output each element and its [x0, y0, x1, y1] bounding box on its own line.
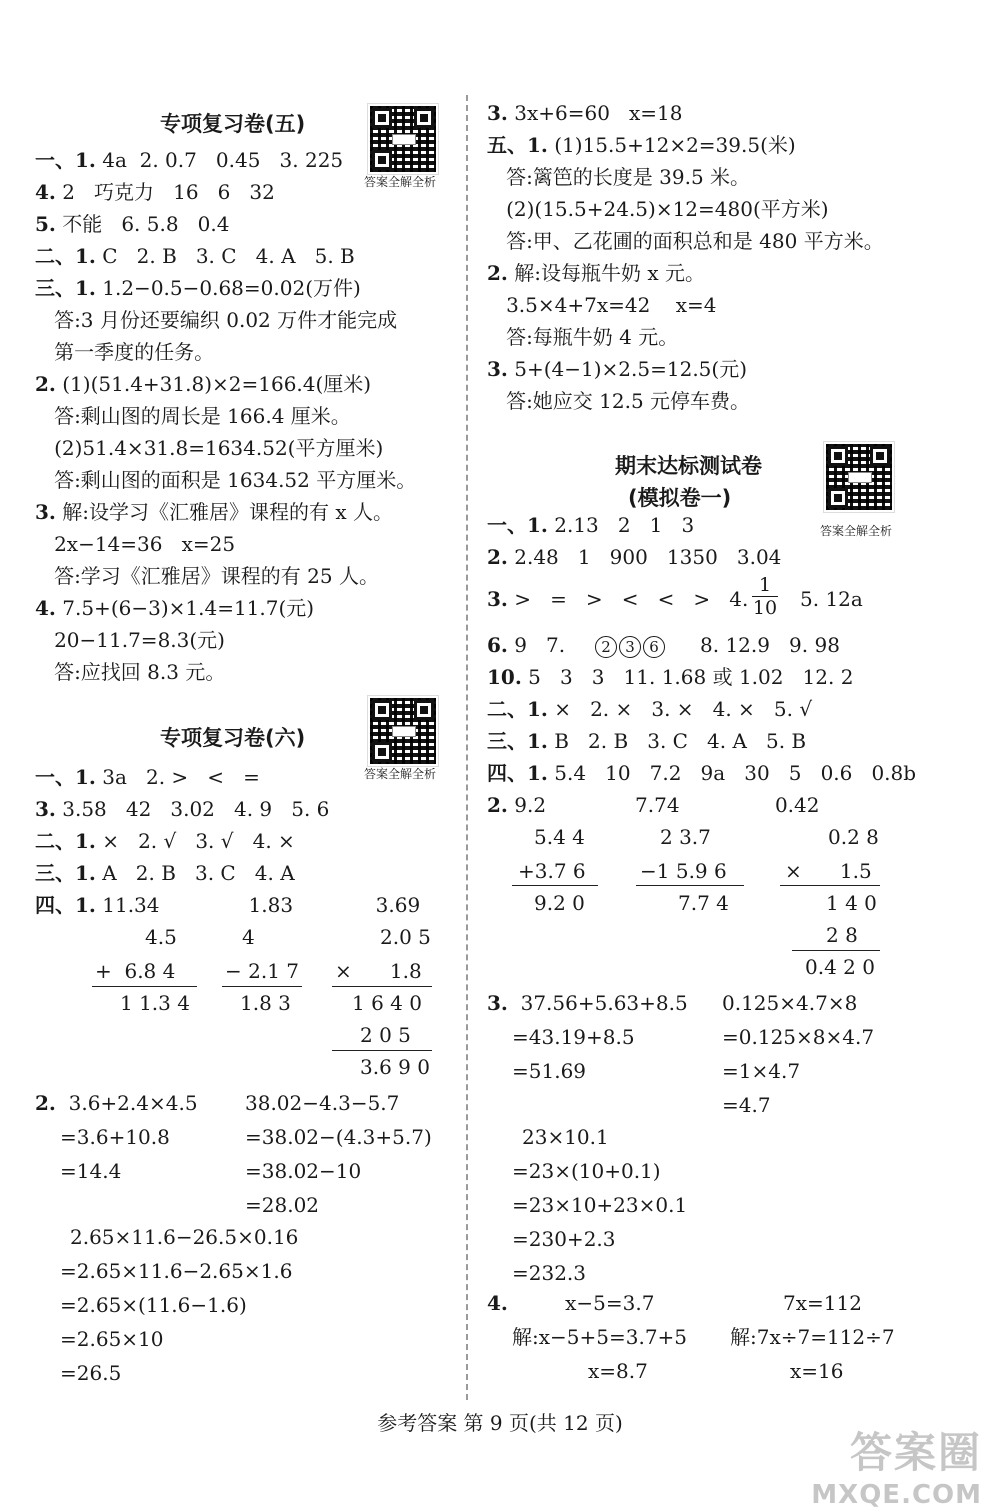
calc-rule — [792, 950, 880, 951]
calc-line: =14.4 — [60, 1159, 122, 1183]
answer-line: 四、1. 5.4 10 7.2 9a 30 5 0.6 0.8b — [487, 761, 917, 785]
vertical-calc: 2.0 5 — [380, 925, 431, 949]
calc-line: 4. x−5=3.7 — [487, 1291, 655, 1315]
answer-line: 四、1. 11.34 1.83 3.69 — [35, 893, 421, 917]
calc-line: 38.02−4.3−5.7 — [245, 1091, 400, 1115]
answer-line: 五、1. (1)15.5+12×2=39.5(米) — [487, 133, 796, 157]
vertical-calc: 5.4 4 — [534, 825, 585, 849]
calc-line: =23×(10+0.1) — [512, 1159, 661, 1183]
calc-line: 7x=112 — [783, 1291, 862, 1315]
calc-line: =51.69 — [512, 1059, 587, 1083]
calc-line: 解:x−5+5=3.7+5 — [512, 1325, 688, 1349]
calc-line: =0.125×8×4.7 — [722, 1025, 875, 1049]
answer-line: 20−11.7=8.3(元) — [35, 628, 225, 652]
answer-line: 10. 5 3 3 11. 1.68 或 1.02 12. 2 — [487, 665, 854, 689]
answer-line: 答:篱笆的长度是 39.5 米。 — [487, 165, 751, 189]
section-title-5: 专项复习卷(五) — [160, 112, 306, 136]
answer-line: 第一季度的任务。 — [35, 340, 215, 364]
answer-line: 3. 3.58 42 3.02 4. 9 5. 6 — [35, 797, 330, 821]
vertical-calc: 9.2 0 — [534, 891, 585, 915]
watermark: 答案圈 MXQE.COM — [811, 1428, 982, 1510]
vertical-calc: −1 5.9 6 — [640, 859, 727, 883]
answer-line: 三、1. 1.2−0.5−0.68=0.02(万件) — [35, 276, 361, 300]
answer-line: (2)(15.5+24.5)×12=480(平方米) — [487, 197, 829, 221]
calc-line: =23×10+23×0.1 — [512, 1193, 688, 1217]
circled-answers: 2 3 6 — [595, 632, 667, 658]
vertical-calc: 1 6 4 0 — [352, 991, 422, 1015]
calc-line: =2.65×11.6−2.65×1.6 — [60, 1259, 293, 1283]
vertical-calc: 2 3.7 — [660, 825, 711, 849]
page-footer: 参考答案 第 9 页(共 12 页) — [377, 1411, 623, 1435]
calc-line: =28.02 — [245, 1193, 320, 1217]
vertical-calc: +3.7 6 — [518, 859, 586, 883]
calc-line: =1×4.7 — [722, 1059, 801, 1083]
qr-code-icon — [368, 104, 438, 174]
calc-line: =3.6+10.8 — [60, 1125, 170, 1149]
calc-line: 2. 3.6+2.4×4.5 — [35, 1091, 198, 1115]
exam-title: 期末达标测试卷 — [615, 454, 762, 478]
calc-rule — [92, 986, 197, 987]
vertical-calc: 1.8 3 — [240, 991, 291, 1015]
answer-line: (2)51.4×31.8=1634.52(平方厘米) — [35, 436, 384, 460]
column-divider — [466, 95, 468, 1400]
qr-code-icon — [368, 696, 438, 766]
answer-line: 答:学习《汇雅居》课程的有 25 人。 — [35, 564, 379, 588]
answer-line: 答:剩山图的周长是 166.4 厘米。 — [35, 404, 351, 428]
vertical-calc: 4.5 — [145, 925, 177, 949]
answer-line: 5. 不能 6. 5.8 0.4 — [35, 212, 230, 236]
vertical-calc: 2 8 — [826, 923, 858, 947]
answer-line: 2. (1)(51.4+31.8)×2=166.4(厘米) — [35, 372, 372, 396]
answer-line: 二、1. × 2. × 3. × 4. × 5. √ — [487, 697, 813, 721]
calc-rule — [780, 885, 880, 886]
answer-line: 答:剩山图的面积是 1634.52 平方厘米。 — [35, 468, 417, 492]
calc-line: =232.3 — [512, 1261, 587, 1285]
vertical-calc: 7.7 4 — [678, 891, 729, 915]
answer-line: 4. 2 巧克力 16 6 32 — [35, 180, 275, 204]
exam-subtitle: (模拟卷一) — [628, 486, 732, 510]
calc-rule — [636, 885, 744, 886]
qr-code-icon — [824, 442, 894, 512]
answer-line: 答:每瓶牛奶 4 元。 — [487, 325, 679, 349]
calc-line: x=16 — [790, 1359, 844, 1383]
answer-line: 2. 解:设每瓶牛奶 x 元。 — [487, 261, 705, 285]
calc-line: 3. 37.56+5.63+8.5 — [487, 991, 688, 1015]
vertical-calc: 0.4 2 0 — [805, 955, 875, 979]
qr-caption: 答案全解全析 — [364, 175, 437, 189]
calc-line: 2.65×11.6−26.5×0.16 — [70, 1225, 299, 1249]
answer-line: 8. 12.9 9. 98 — [700, 633, 840, 657]
answer-line: 2x−14=36 x=25 — [35, 532, 236, 556]
calc-rule — [332, 1050, 432, 1051]
calc-line: =38.02−(4.3+5.7) — [245, 1125, 432, 1149]
calc-line: =38.02−10 — [245, 1159, 362, 1183]
answer-line: 一、1. 3a 2. > < = — [35, 765, 260, 789]
answer-line: 4. 7.5+(6−3)×1.4=11.7(元) — [35, 596, 315, 620]
vertical-calc: + 6.8 4 — [95, 959, 176, 983]
vertical-calc: × 1.5 — [785, 859, 872, 883]
calc-line: =2.65×(11.6−1.6) — [60, 1293, 247, 1317]
calc-line: =230+2.3 — [512, 1227, 616, 1251]
vertical-calc: 3.6 9 0 — [360, 1055, 430, 1079]
answer-line: 二、1. × 2. √ 3. √ 4. × — [35, 829, 295, 853]
calc-line: x=8.7 — [588, 1359, 648, 1383]
answer-line: 答:3 月份还要编织 0.02 万件才能完成 — [35, 308, 398, 332]
answer-line: 答:应找回 8.3 元。 — [35, 660, 226, 684]
answer-line: 答:甲、乙花圃的面积总和是 480 平方米。 — [487, 229, 884, 253]
answer-line: 3. 3x+6=60 x=18 — [487, 101, 683, 125]
answer-line: 三、1. A 2. B 3. C 4. A — [35, 861, 295, 885]
answer-line: 6. 9 7. — [487, 633, 566, 657]
calc-line: =2.65×10 — [60, 1327, 164, 1351]
calc-rule — [222, 986, 302, 987]
answer-line: 2. 2.48 1 900 1350 3.04 — [487, 545, 782, 569]
vertical-calc: 4 — [242, 925, 255, 949]
answer-line: 二、1. C 2. B 3. C 4. A 5. B — [35, 244, 355, 268]
calc-line: =43.19+8.5 — [512, 1025, 635, 1049]
calc-line: 0.125×4.7×8 — [722, 991, 858, 1015]
answer-line: 3. 解:设学习《汇雅居》课程的有 x 人。 — [35, 500, 393, 524]
fraction: 1 10 — [752, 574, 778, 619]
answer-line: 三、1. B 2. B 3. C 4. A 5. B — [487, 729, 807, 753]
answer-line: 5. 12a — [800, 587, 863, 611]
vertical-calc: 2 0 5 — [360, 1023, 411, 1047]
qr-caption: 答案全解全析 — [820, 524, 893, 538]
qr-caption: 答案全解全析 — [364, 767, 437, 781]
vertical-calc: 1 1.3 4 — [120, 991, 190, 1015]
answer-line: 一、1. 2.13 2 1 3 — [487, 513, 695, 537]
answer-line: 3. 5+(4−1)×2.5=12.5(元) — [487, 357, 748, 381]
answer-line: 答:她应交 12.5 元停车费。 — [487, 389, 751, 413]
answer-line: 3. > = > < < > 4. — [487, 587, 749, 611]
vertical-calc: × 1.8 — [335, 959, 422, 983]
calc-rule — [512, 885, 598, 886]
calc-rule — [332, 986, 432, 987]
calc-line: 23×10.1 — [522, 1125, 609, 1149]
answer-line: 3.5×4+7x=42 x=4 — [487, 293, 717, 317]
vertical-calc: 1 4 0 — [826, 891, 877, 915]
calc-line: 解:7x÷7=112÷7 — [730, 1325, 895, 1349]
vertical-calc: 0.2 8 — [828, 825, 879, 849]
calc-line: =26.5 — [60, 1361, 122, 1385]
vertical-calc: − 2.1 7 — [225, 959, 300, 983]
answer-line: 一、1. 4a 2. 0.7 0.45 3. 225 — [35, 148, 344, 172]
answer-line: 2. 9.2 7.74 0.42 — [487, 793, 820, 817]
calc-line: =4.7 — [722, 1093, 771, 1117]
section-title-6: 专项复习卷(六) — [160, 726, 306, 750]
